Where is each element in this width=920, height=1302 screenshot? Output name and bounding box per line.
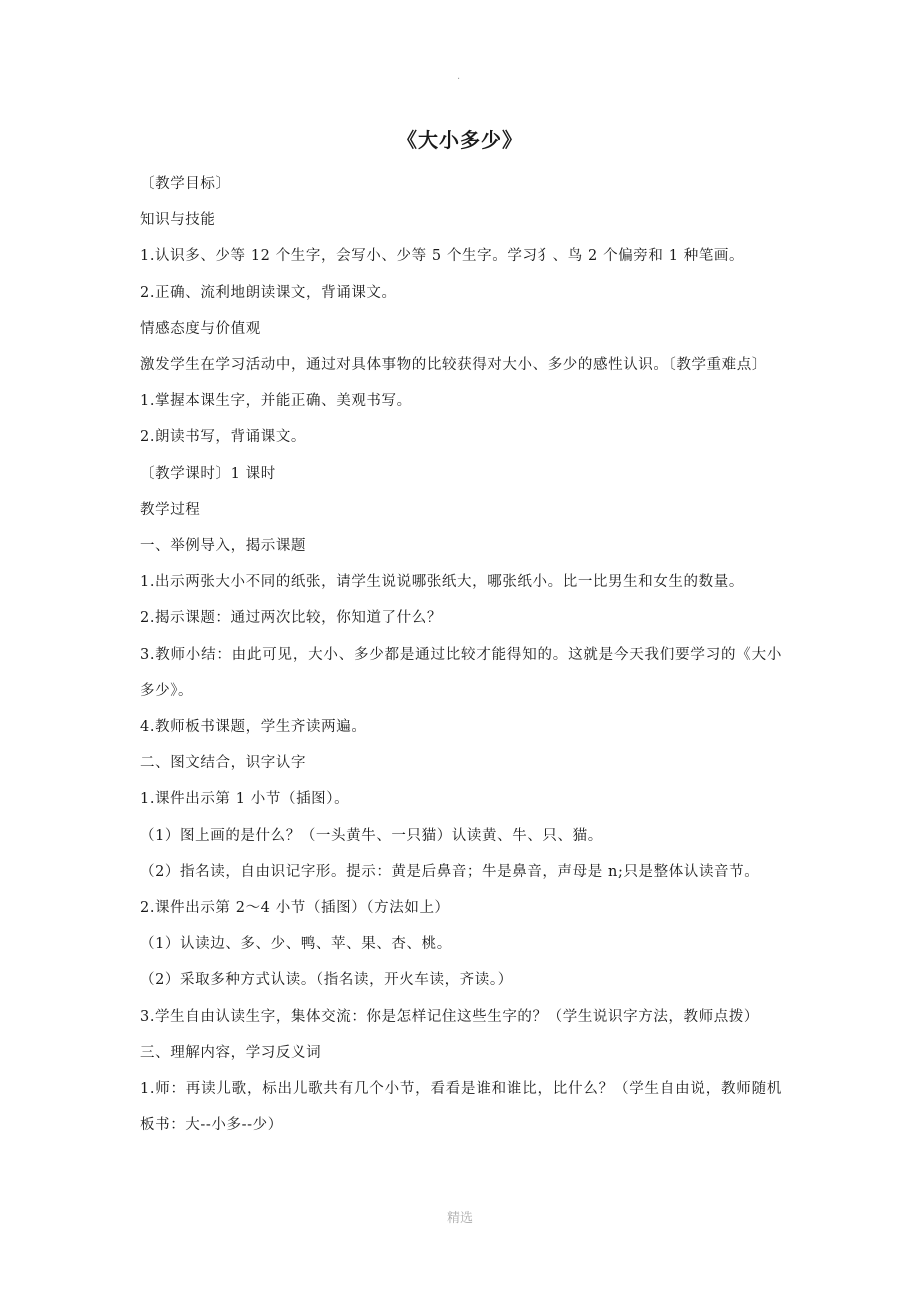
subheading-knowledge-skills: 知识与技能: [140, 212, 216, 229]
subheading-attitude-values: 情感态度与价值观: [140, 320, 261, 337]
subheading-step-1: 一、举例导入，揭示课题: [140, 538, 307, 555]
paragraph: 激发学生在学习活动中，通过对具体事物的比较获得对大小、多少的感性认识。〔教学重难点〕: [140, 357, 767, 374]
paragraph: 4.教师板书课题，学生齐读两遍。: [140, 719, 367, 736]
page-title: 《大小多少》: [397, 128, 523, 152]
paragraph: （2）采取多种方式认读。（指名读，开火车读，齐读。）: [140, 972, 513, 989]
paragraph: 1.出示两张大小不同的纸张，请学生说说哪张纸大，哪张纸小。比一比男生和女生的数量。: [140, 574, 744, 591]
header-dot: ·: [457, 74, 461, 85]
footer-label: 精选: [446, 1211, 473, 1226]
section-heading-class-hours: 〔教学课时〕1 课时: [140, 465, 276, 482]
paragraph: （1）图上画的是什么？（一头黄牛、一只猫）认读黄、牛、只、猫。: [140, 827, 603, 844]
paragraph: （2）指名读，自由识记字形。提示：黄是后鼻音；牛是鼻音，声母是 n;只是整体认读音节。: [140, 863, 760, 880]
section-heading-objectives: 〔教学目标〕: [140, 176, 231, 192]
subheading-step-3: 三、理解内容，学习反义词: [140, 1044, 322, 1061]
paragraph: 2.朗读书写，背诵课文。: [140, 429, 307, 446]
document-body: [140, 166, 782, 1143]
paragraph: 3.学生自由认读生字，集体交流：你是怎样记住这些生字的？（学生说识字方法，教师点拨）: [140, 1008, 760, 1025]
paragraph: 1.认识多、少等 12 个生字，会写小、少等 5 个生字。学习犭、鸟 2 个偏旁和 1 种笔画。: [140, 248, 745, 265]
paragraph: 2.课件出示第 2～4 小节（插图）（方法如上）: [140, 900, 450, 917]
paragraph: 1.师：再读儿歌，标出儿歌共有几个小节，看看是谁和谁比，比什么？（学生自由说，教师随机板书：大--小多--少）: [140, 1081, 782, 1134]
section-heading-process: 教学过程: [140, 501, 201, 518]
paragraph: 2.正确、流利地朗读课文，背诵课文。: [140, 284, 397, 301]
paragraph: 3.教师小结：由此可见，大小、多少都是通过比较才能得知的。这就是今天我们要学习的《大小多少》。: [140, 646, 782, 699]
subheading-step-2: 二、图文结合，识字认字: [140, 755, 307, 772]
paragraph: 1.掌握本课生字，并能正确、美观书写。: [140, 393, 412, 410]
paragraph: （1）认读边、多、少、鸭、苹、果、杏、桃。: [140, 936, 452, 953]
paragraph: 1.课件出示第 1 小节（插图）。: [140, 791, 350, 808]
paragraph: 2.揭示课题：通过两次比较，你知道了什么？: [140, 610, 442, 627]
